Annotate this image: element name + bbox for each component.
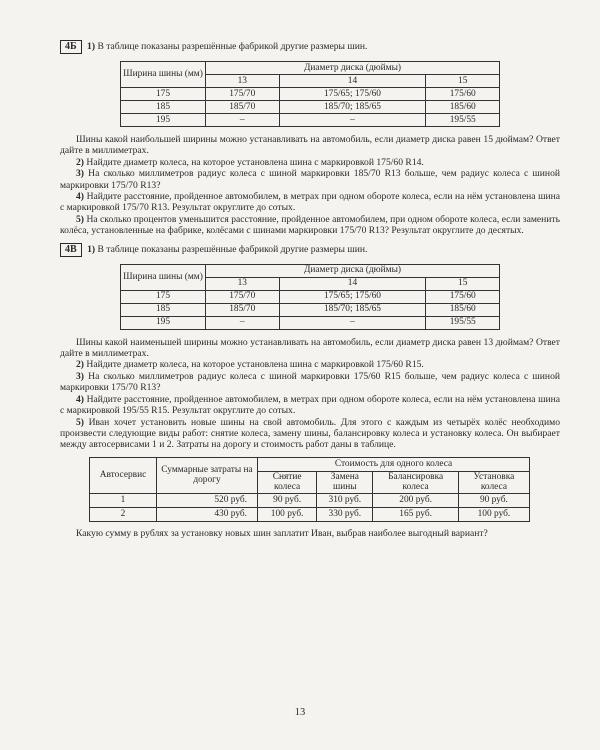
table-cell: 165 руб. [373, 507, 458, 521]
table-header-remove: Снятие колеса [258, 471, 317, 493]
question-4 [60, 394, 560, 417]
table-cell: – [279, 114, 426, 127]
table-cell: 330 руб. [317, 507, 373, 521]
table-cell: 185/70; 185/65 [279, 101, 426, 114]
table-header-cell: 15 [426, 277, 500, 290]
table-header-diameter: Диаметр диска (дюймы) [206, 62, 500, 75]
table-cell: 100 руб. [458, 507, 529, 521]
question-2 [60, 359, 560, 370]
table-cell: 520 руб. [157, 493, 258, 507]
final-question: Какую сумму в рублях за установку новых шин заплатит Иван, выбрав наиболее выгодный вариант? [76, 527, 488, 539]
table-cell: 185 [121, 101, 206, 114]
tire-size-table-4b [120, 61, 500, 127]
table-cell: 175/70 [206, 290, 280, 303]
table-header-total: Суммарные затраты на дорогу [157, 457, 258, 493]
table-cell: 175/65; 175/60 [279, 290, 426, 303]
table-header-cell: 15 [426, 75, 500, 88]
question-3 [60, 168, 560, 191]
question-number: 3) [76, 168, 84, 180]
table-cell: 185/70; 185/65 [279, 303, 426, 316]
question-number: 5) [76, 416, 84, 428]
question-number: 2) [76, 156, 84, 168]
table-cell: 310 руб. [317, 493, 373, 507]
table-cell: 175/70 [206, 88, 280, 101]
table-row [121, 303, 500, 316]
question-text: На сколько процентов уменьшится расстояние, пройденное автомобилем, при одном обороте колеса, если заменить колёса, установленные на фабрике, колёсами с шинами маркировки 175/70 R13? Результат округлите до десятых. [60, 213, 561, 237]
table-cell: 1 [90, 493, 157, 507]
table-header-cell: 14 [279, 75, 426, 88]
table-header-install: Установка колеса [458, 471, 529, 493]
section-4v-heading [60, 243, 560, 257]
section-4v [60, 243, 560, 540]
table-row [121, 290, 500, 303]
question-text: Найдите расстояние, пройденное автомобилем, в метрах при одном обороте колеса, если на нём установлена шина с маркировкой 195/55 R15. Результат округлите до сотых. [60, 393, 560, 417]
table-cell: 185/60 [426, 303, 500, 316]
question-text: На сколько миллиметров радиус колеса с шиной маркировки 185/70 R13 больше, чем радиус колеса с шиной маркировки 175/70 R13? [60, 168, 560, 191]
table-cell: – [279, 316, 426, 329]
question-text: Шины какой наименьшей ширины можно устанавливать на автомобиль, если диаметр диска равен 13 дюймам? Ответ дайте в миллиметрах. [60, 336, 560, 360]
worksheet-page [60, 34, 560, 539]
question-4 [60, 191, 560, 214]
table-cell: 2 [90, 507, 157, 521]
question-text: Иван хочет установить новые шины на свой автомобиль. Для этого с каждым из четырёх колёс необходимо произвести следующие виды работ: снятие колеса, замену шины, балансировку колеса и установку колеса. Он выбирает между автосервисами 1 и 2. Затраты на дорогу и стоимость работ даны в таблице. [60, 416, 560, 451]
question-2 [60, 157, 560, 168]
section-4b-heading [60, 40, 560, 54]
section-4b [60, 40, 560, 237]
table-cell: 185 [121, 303, 206, 316]
question-number: 5) [76, 213, 84, 225]
table-row [90, 493, 530, 507]
table-header-diameter: Диаметр диска (дюймы) [206, 264, 500, 277]
section-4b-badge: 4Б [60, 40, 82, 54]
question-number: 4) [76, 191, 84, 203]
question-text: Найдите диаметр колеса, на которое установлена шина с маркировкой 175/60 R15. [86, 359, 424, 371]
table-cell: 175/65; 175/60 [279, 88, 426, 101]
table-header-balance: Балансировка колеса [373, 471, 458, 493]
table-cell: 175 [121, 88, 206, 101]
table-cell: 430 руб. [157, 507, 258, 521]
task-number: 1) [87, 41, 96, 52]
task-number: 1) [87, 243, 96, 255]
table-header-width: Ширина шины (мм) [121, 62, 206, 88]
tire-size-table-4v [120, 264, 500, 330]
task-intro: В таблице показаны разрешённые фабрикой другие размеры шин. [97, 243, 368, 255]
task-intro: В таблице показаны разрешённые фабрикой другие размеры шин. [97, 41, 368, 52]
table-cell: 175 [121, 290, 206, 303]
table-cell: 90 руб. [458, 493, 529, 507]
table-cell: 90 руб. [258, 493, 317, 507]
table-header-service: Автосервис [90, 457, 157, 493]
table-header-cell: 13 [206, 75, 280, 88]
table-cell: 175/60 [426, 88, 500, 101]
table-row [121, 88, 500, 101]
table-header-cell: 13 [206, 277, 280, 290]
question-number: 3) [76, 370, 84, 382]
question-5 [60, 214, 560, 237]
table-cell: 195 [121, 316, 206, 329]
table-header-width: Ширина шины (мм) [121, 264, 206, 290]
question-number: 2) [76, 359, 84, 371]
table-cell: 100 руб. [258, 507, 317, 521]
page-number: 13 [294, 707, 306, 718]
table-row [121, 101, 500, 114]
table-cell: 185/70 [206, 101, 280, 114]
question-text: На сколько миллиметров радиус колеса с шиной маркировки 175/60 R15 больше, чем радиус колеса с шиной маркировки 175/70 R13? [60, 370, 560, 394]
question-text: Шины какой наибольшей ширины можно устанавливать на автомобиль, если диаметр диска равен 15 дюймам? Ответ дайте в миллиметрах. [60, 134, 560, 157]
table-header-cell: 14 [279, 277, 426, 290]
table-header-cost: Стоимость для одного колеса [258, 457, 530, 471]
service-cost-table [89, 457, 530, 522]
table-cell: – [206, 316, 280, 329]
table-cell: 200 руб. [373, 493, 458, 507]
table-cell: 185/70 [206, 303, 280, 316]
table-cell: 195/55 [426, 114, 500, 127]
question-3 [60, 371, 560, 394]
question-number: 4) [76, 393, 84, 405]
table-row [121, 114, 500, 127]
question-5 [60, 417, 560, 451]
section-4v-badge: 4В [60, 243, 82, 257]
table-cell: 195/55 [426, 316, 500, 329]
table-cell: 175/60 [426, 290, 500, 303]
question-text: Найдите диаметр колеса, на которое установлена шина с маркировкой 175/60 R14. [86, 156, 424, 168]
table-row [121, 316, 500, 329]
question-text: Найдите расстояние, пройденное автомобилем, в метрах при одном обороте колеса, если на нём установлена шина с маркировкой 175/70 R13. Результат округлите до сотых. [60, 191, 560, 214]
table-cell: 195 [121, 114, 206, 127]
table-cell: – [206, 114, 280, 127]
table-row [90, 507, 530, 521]
table-cell: 185/60 [426, 101, 500, 114]
table-header-replace: Замена шины [317, 471, 373, 493]
